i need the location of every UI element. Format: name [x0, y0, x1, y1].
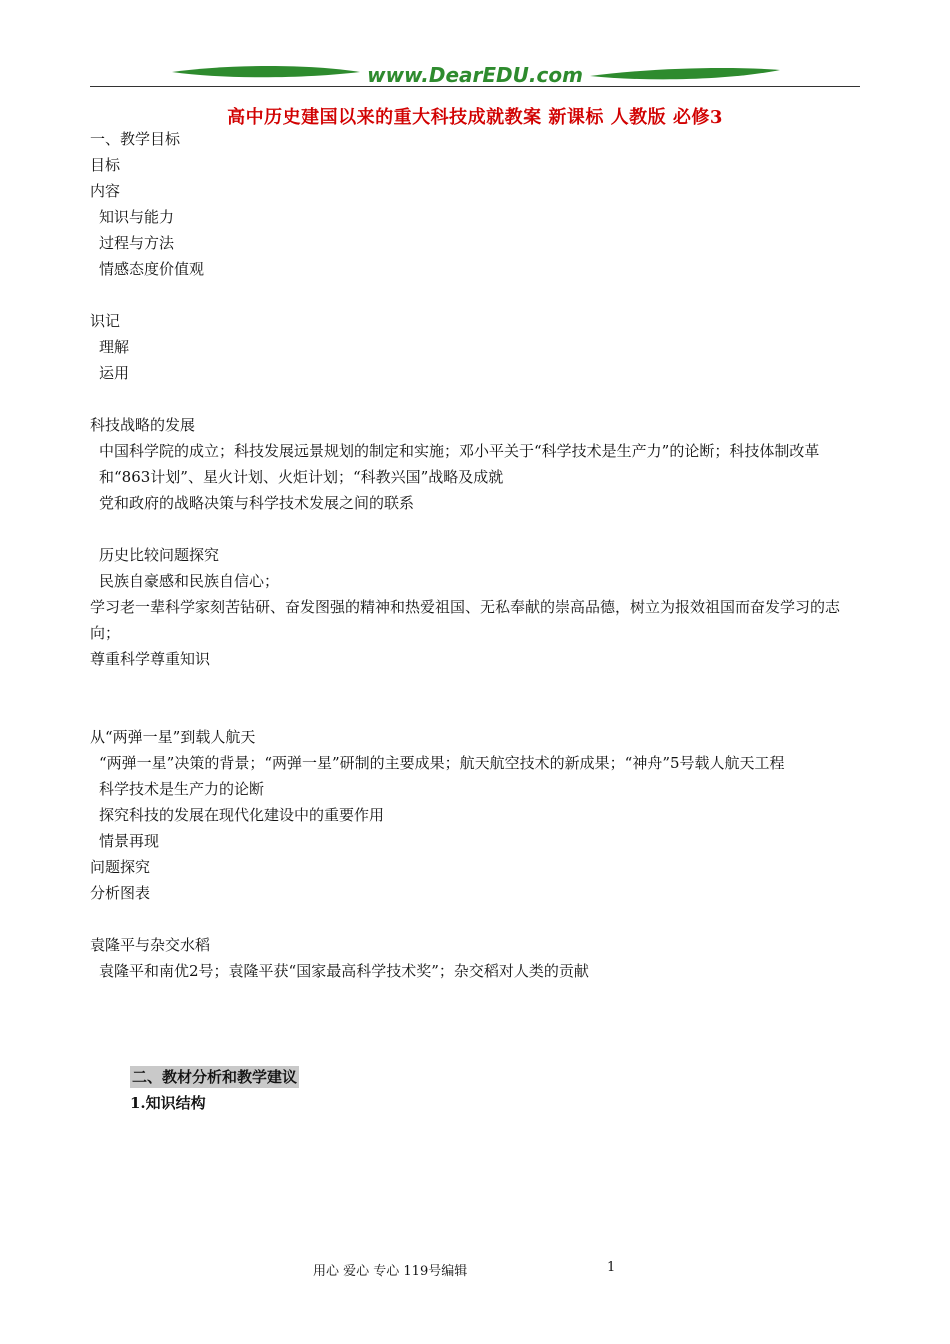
outline-line: 情景再现: [99, 832, 160, 850]
outline-line: 科技战略的发展: [90, 416, 196, 434]
section-subheading: 1.知识结构: [130, 1094, 206, 1112]
logo-text: www.DearEDU.com: [367, 63, 583, 87]
page-number: 1: [607, 1260, 616, 1275]
outline-line: 中国科学院的成立；科技发展远景规划的制定和实施；邓小平关于“科学技术是生产力”的论断；科技体制改革和“863计划”、星火计划、火炬计划；“科教兴国”战略及成就: [99, 442, 820, 486]
outline-line: 袁隆平和南优2号；袁隆平获“国家最高科学技术奖”；杂交稻对人类的贡献: [99, 962, 589, 980]
outline-line: 尊重科学尊重知识: [90, 650, 211, 668]
blank-line: [90, 672, 862, 698]
outline-line: 运用: [99, 364, 130, 382]
outline-line: 袁隆平与杂交水稻: [90, 936, 211, 954]
outline-line: 情感态度价值观: [99, 260, 205, 278]
outline-line: 党和政府的战略决策与科学技术发展之间的联系: [99, 494, 415, 512]
outline-line: 分析图表: [90, 884, 151, 902]
lesson-outline: [90, 126, 862, 984]
blank-line: [90, 516, 862, 542]
blank-line: [90, 698, 862, 724]
outline-line: 民族自豪感和民族自信心；: [99, 572, 280, 590]
outline-line: 一、教学目标: [90, 130, 181, 148]
footer-text: 用心 爱心 专心 119号编辑: [313, 1264, 468, 1279]
header-rule: [90, 86, 860, 87]
outline-line: 科学技术是生产力的论断: [99, 780, 265, 798]
outline-line: 理解: [99, 338, 130, 356]
blank-line: [90, 282, 862, 308]
section-heading: 二、教材分析和教学建议: [132, 1068, 298, 1086]
outline-line: 识记: [90, 312, 121, 330]
outline-line: 学习老一辈科学家刻苦钻研、奋发图强的精神和热爱祖国、无私奉献的崇高品德，树立为报效祖国而奋发学习的志向；: [90, 598, 841, 642]
outline-line: 历史比较问题探究: [99, 546, 220, 564]
logo-swoosh-right: [590, 68, 780, 79]
outline-line: “两弹一星”决策的背景；“两弹一星”研制的主要成果；航天航空技术的新成果；“神舟”5号载人航天工程: [99, 754, 785, 772]
outline-line: 知识与能力: [99, 208, 175, 226]
outline-line: 从“两弹一星”到载人航天: [90, 728, 256, 746]
document-title: 高中历史建国以来的重大科技成就教案 新课标 人教版 必修3: [227, 107, 723, 128]
blank-line: [90, 386, 862, 412]
outline-line: 内容: [90, 182, 121, 200]
blank-line: [90, 906, 862, 932]
outline-line: 过程与方法: [99, 234, 175, 252]
logo-swoosh-left: [172, 66, 360, 77]
outline-line: 问题探究: [90, 858, 151, 876]
outline-line: 探究科技的发展在现代化建设中的重要作用: [99, 806, 385, 824]
outline-line: 目标: [90, 156, 121, 174]
